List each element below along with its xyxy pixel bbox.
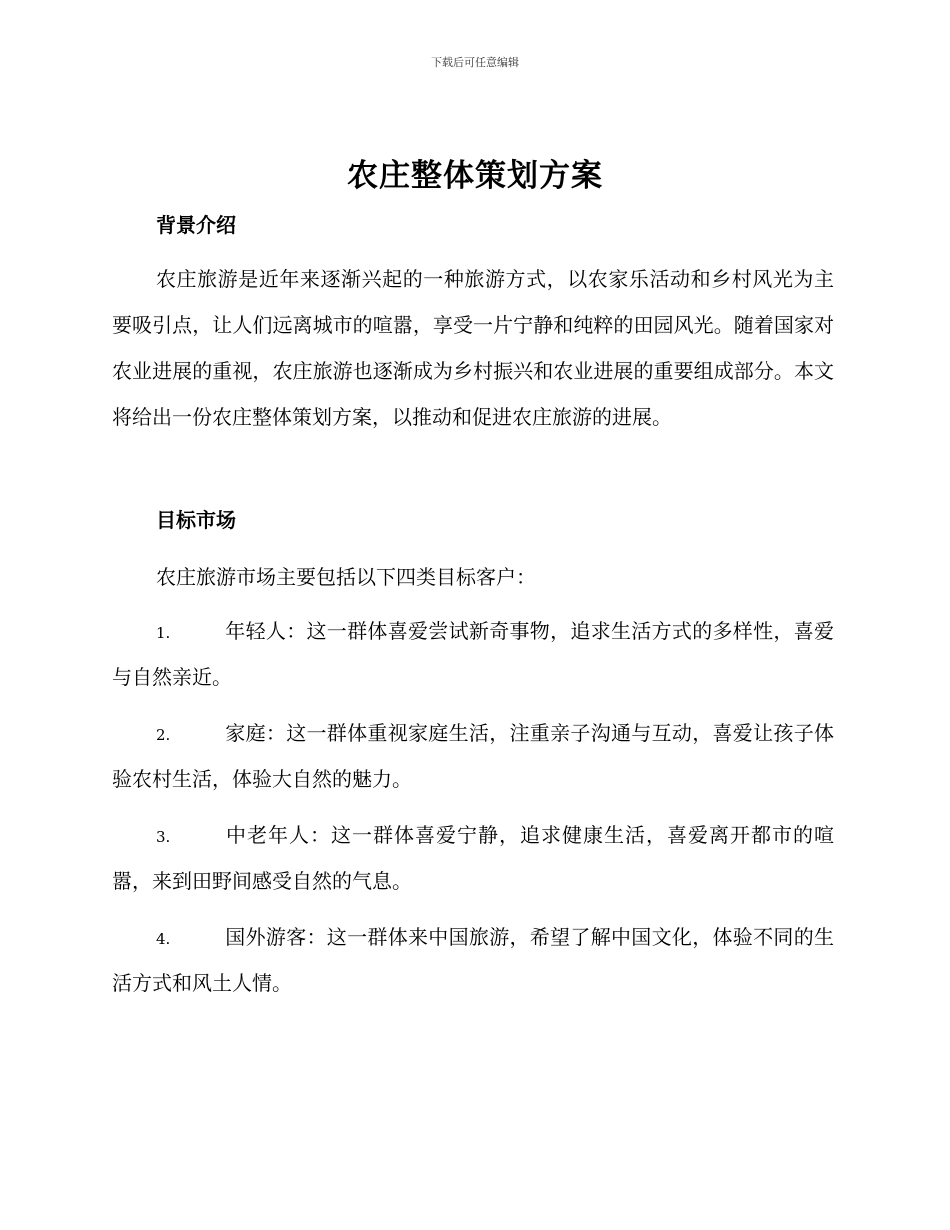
list-item-number: 1. [156,624,171,642]
list-item-text: 中老年人：这一群体喜爱宁静，追求健康生活，喜爱离开都市的喧嚣，来到田野间感受自然的气息。 [112,823,834,893]
list-item [112,609,834,699]
section-heading-background: 背景介绍 [156,213,236,237]
list-item-number: 4. [156,930,171,948]
list-item [112,813,834,903]
document-title: 农庄整体策划方案 [347,158,603,194]
list-item [112,711,834,801]
list-item-text: 年轻人：这一群体喜爱尝试新奇事物，追求生活方式的多样性，喜爱与自然亲近。 [112,619,834,689]
list-item-number: 2. [156,726,171,744]
list-item-text: 国外游客：这一群体来中国旅游，希望了解中国文化，体验不同的生活方式和风土人情。 [112,925,834,995]
market-intro: 农庄旅游市场主要包括以下四类目标客户： [156,565,536,589]
section-heading-market: 目标市场 [156,508,236,532]
background-paragraph: 农庄旅游是近年来逐渐兴起的一种旅游方式，以农家乐活动和乡村风光为主要吸引点，让人们远离城市的喧嚣，享受一片宁静和纯粹的田园风光。随着国家对农业进展的重视，农庄旅游也逐渐成为乡村振兴和农业进展的重要组成部分。本文将给出一份农庄整体策划方案，以推动和促进农庄旅游的进展。 [112,267,834,429]
list-item [112,915,834,1005]
list-item-number: 3. [156,828,171,846]
list-item-text: 家庭：这一群体重视家庭生活，注重亲子沟通与互动，喜爱让孩子体验农村生活，体验大自然的魅力。 [112,721,834,791]
header-note: 下载后可任意编辑 [431,56,519,69]
